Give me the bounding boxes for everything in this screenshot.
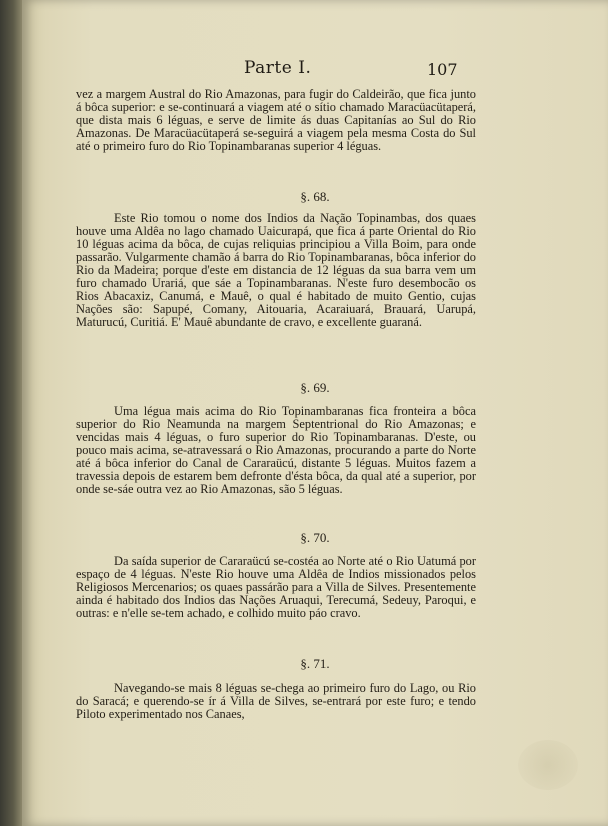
page-number: 107 xyxy=(427,60,458,79)
paragraph-5-text: Navegando-se mais 8 léguas se-chega ao primeiro furo do Lago, ou Rio do Saracá; e querendo-se ír á Villa de Silves, se-entrará por este furo; e tendo Piloto experimentado nos Canaes, xyxy=(76,681,476,722)
paragraph-2 xyxy=(76,212,476,329)
paper-stain xyxy=(518,740,578,790)
page-header xyxy=(22,58,608,84)
section-heading-70: §. 70. xyxy=(300,530,330,545)
paragraph-2-text: Este Rio tomou o nome dos Indios da Nação Topinambas, dos quaes houve uma Aldêa no lago chamado Uaicurapá, que fica á parte Oriental do Rio 10 léguas acima da bôca, de cujas reliquias principiou a Villa Boim, para onde passarão. Vulgarmente chamão á barra do Rio Topinambaranas, bôca inferior do Rio da Madeira; porque d'este em distancia de 12 léguas da sua barra vem um furo chamado Urariá, que sáe a Topinambaranas. N'este furo desembocão os Rios Abacaxiz, Canumá, e Mauê, o qual é habitado de muito Gentio, cujas Nações são: Sapupé, Comany, Aitouaria, Acaraiuará, Brauará, Uarupá, Maturucú, Curitiá. E' Mauê abundante de cravo, e excellente guaraná. xyxy=(76,211,476,330)
paragraph-4 xyxy=(76,555,476,620)
paragraph-1-text: vez a margem Austral do Rio Amazonas, para fugir do Caldeirão, que fica junto á bôca superior: e se-continuará a viagem até o sítio chamado Maracüacütaperá, que dista mais 6 léguas, e serve de limite ás duas Capitanías ao Sul do Rio Amazonas. De Maracüacütaperá se-seguirá a viagem pela mesma Costa do Sul até o primeiro furo do Rio Topinambaranas superior 4 léguas. xyxy=(76,87,476,154)
paragraph-5 xyxy=(76,682,476,721)
paragraph-3 xyxy=(76,405,476,496)
paragraph-3-text: Uma légua mais acima do Rio Topinambaranas fica fronteira a bôca superior do Rio Neamunda na margem Septentrional do Rio Amazonas; e vencidas mais 4 léguas, o furo superior do Rio Topinambaranas. D'este, ou pouco mais acima, se-atravessará o Rio Amazonas, procurando a parte do Norte até á bôca inferior do Canal de Cararaücú, distante 5 léguas. Muitos fazem a travessia depois de estarem bem defronte d'ésta bôca, da qual até a superior, por onde se-sáe outra vez ao Rio Amazonas, são 5 léguas. xyxy=(76,404,476,497)
section-heading-71: §. 71. xyxy=(300,656,330,671)
section-heading-68: §. 68. xyxy=(300,189,330,204)
book-gutter xyxy=(0,0,22,826)
paragraph-4-text: Da saída superior de Cararaücú se-costéa ao Norte até o Rio Uatumá por espaço de 4 léguas. N'este Rio houve uma Aldêa de Indios missionados pelos Religiosos Mercenarios; os quaes passárão para a Villa de Silves. Presentemente ainda é habitado dos Indios das Nações Aruaqui, Terecumá, Sedeuy, Paroqui, e outras: e n'elle se-tem achado, e colhido muito páo cravo. xyxy=(76,554,476,621)
running-head: Parte I. xyxy=(244,58,312,78)
paragraph-1 xyxy=(76,88,476,153)
book-page xyxy=(22,0,608,826)
section-heading-69: §. 69. xyxy=(300,380,330,395)
